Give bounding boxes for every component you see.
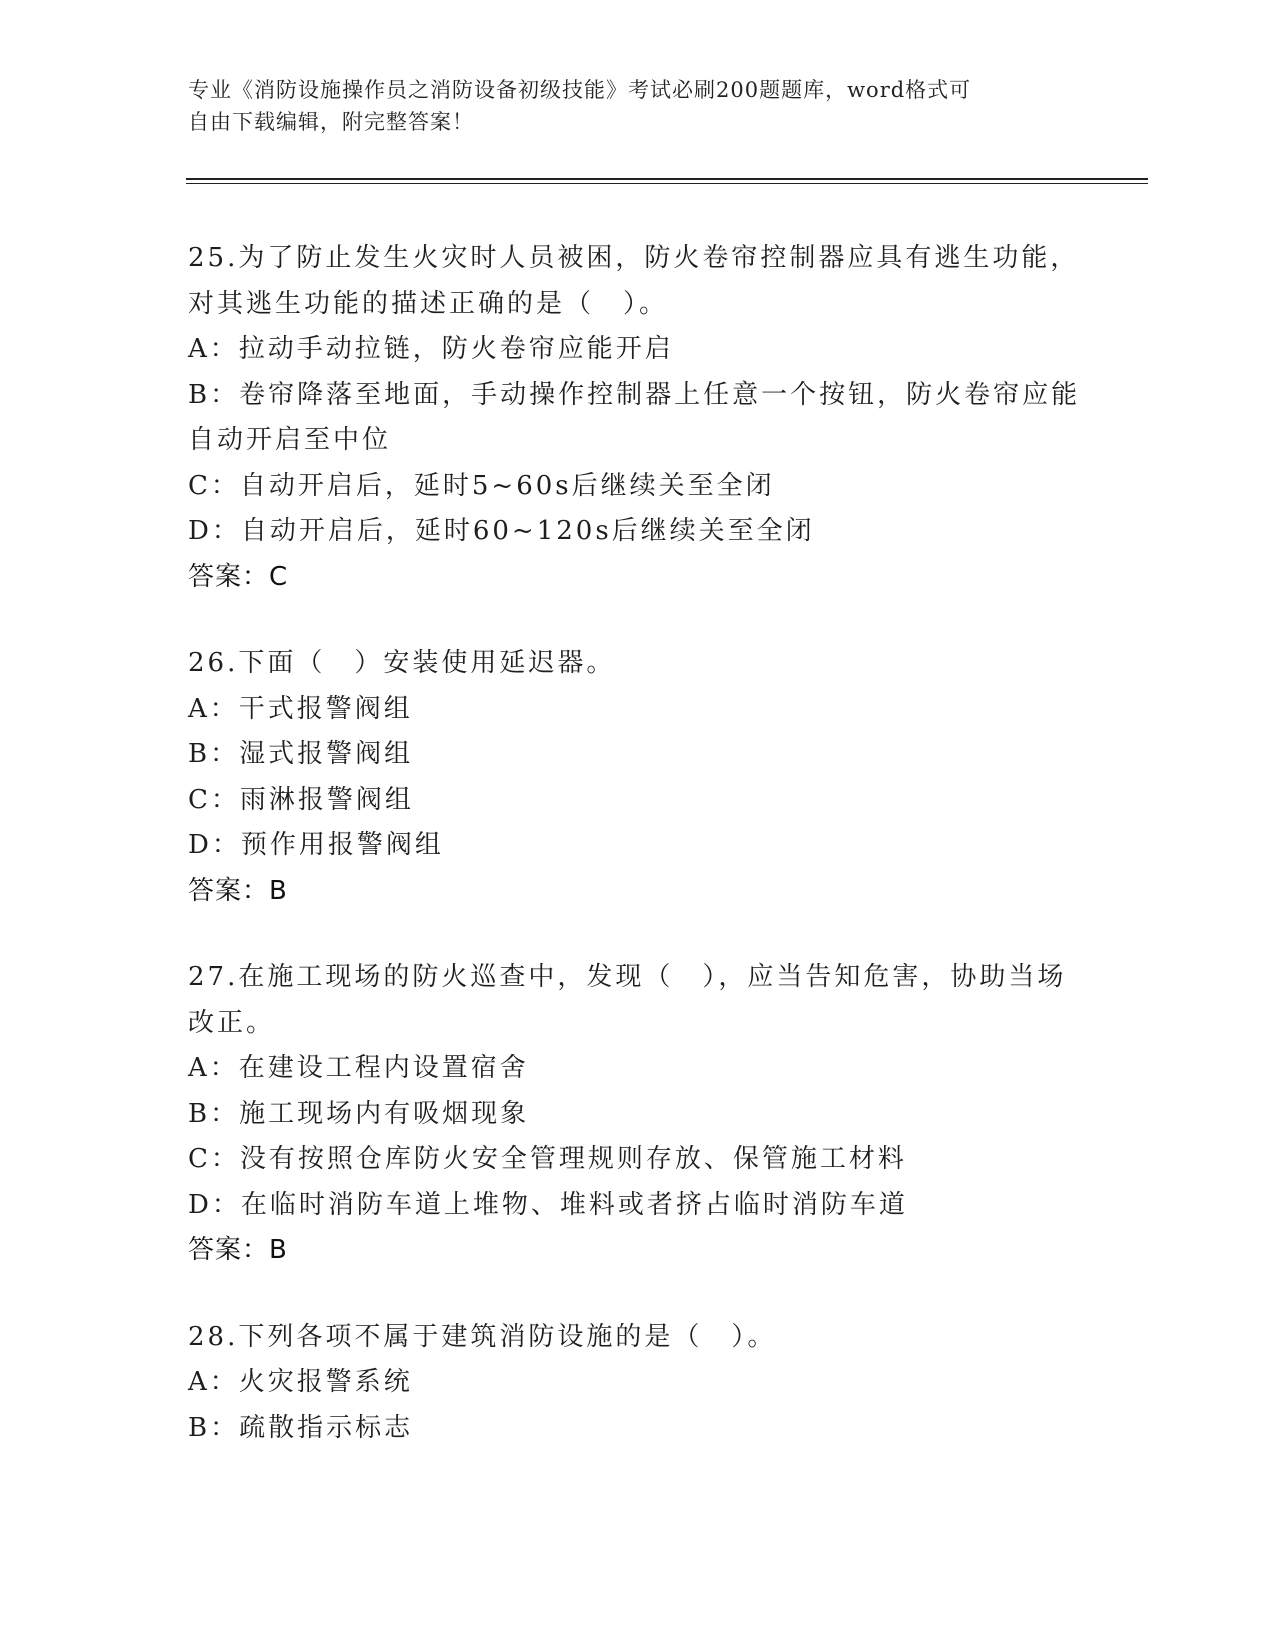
option-line: B：湿式报警阀组 — [188, 739, 414, 769]
option-line: B：疏散指示标志 — [188, 1412, 414, 1443]
question-stem-line: 27.在施工现场的防火巡查中，发现（ ），应当告知危害，协助当场 — [188, 962, 1067, 992]
header-divider-thick — [186, 178, 1148, 180]
document-header — [188, 74, 1088, 138]
option-line: D：在临时消防车道上堆物、堆料或者挤占临时消防车道 — [188, 1189, 908, 1220]
header-line-2: 自由下载编辑，附完整答案！ — [188, 110, 474, 134]
question-stem-line: 26.下面（ ）安装使用延迟器。 — [188, 648, 616, 678]
option-line: A：拉动手动拉链，防火卷帘应能开启 — [188, 334, 674, 364]
option-line: C：没有按照仓库防火安全管理规则存放、保管施工材料 — [188, 1144, 907, 1174]
question-block — [188, 955, 1088, 1274]
option-line: D：自动开启后，延时60~120s后继续关至全闭 — [188, 516, 815, 546]
option-line: C：雨淋报警阀组 — [188, 784, 414, 815]
option-line: C：自动开启后，延时5~60s后继续关至全闭 — [188, 470, 775, 501]
question-stem-line: 28.下列各项不属于建筑消防设施的是（ ）。 — [188, 1321, 777, 1352]
answer-line: 答案：C — [188, 561, 289, 592]
question-list — [188, 236, 1088, 1492]
option-line: A：在建设工程内设置宿舍 — [188, 1053, 529, 1083]
answer-line: 答案：B — [188, 1235, 288, 1265]
question-stem-line: 对其逃生功能的描述正确的是（ ）。 — [188, 288, 669, 319]
option-line: 自动开启至中位 — [188, 425, 392, 455]
option-line: B：施工现场内有吸烟现象 — [188, 1098, 530, 1129]
header-divider-thin — [186, 183, 1148, 184]
option-line: A：干式报警阀组 — [188, 693, 413, 724]
question-block — [188, 236, 1088, 600]
option-line: D：预作用报警阀组 — [188, 830, 444, 860]
header-line-1: 专业《消防设施操作员之消防设备初级技能》考试必刷200题题库，word格式可 — [188, 78, 972, 102]
option-line: B：卷帘降落至地面，手动操作控制器上任意一个按钮，防火卷帘应能 — [188, 379, 1081, 410]
question-stem-line: 25.为了防止发生火灾时人员被困，防火卷帘控制器应具有逃生功能， — [188, 243, 1080, 273]
question-stem-line: 改正。 — [188, 1007, 276, 1038]
answer-line: 答案：B — [188, 875, 288, 906]
question-block — [188, 641, 1088, 914]
option-line: A：火灾报警系统 — [188, 1367, 413, 1397]
question-block — [188, 1315, 1088, 1452]
